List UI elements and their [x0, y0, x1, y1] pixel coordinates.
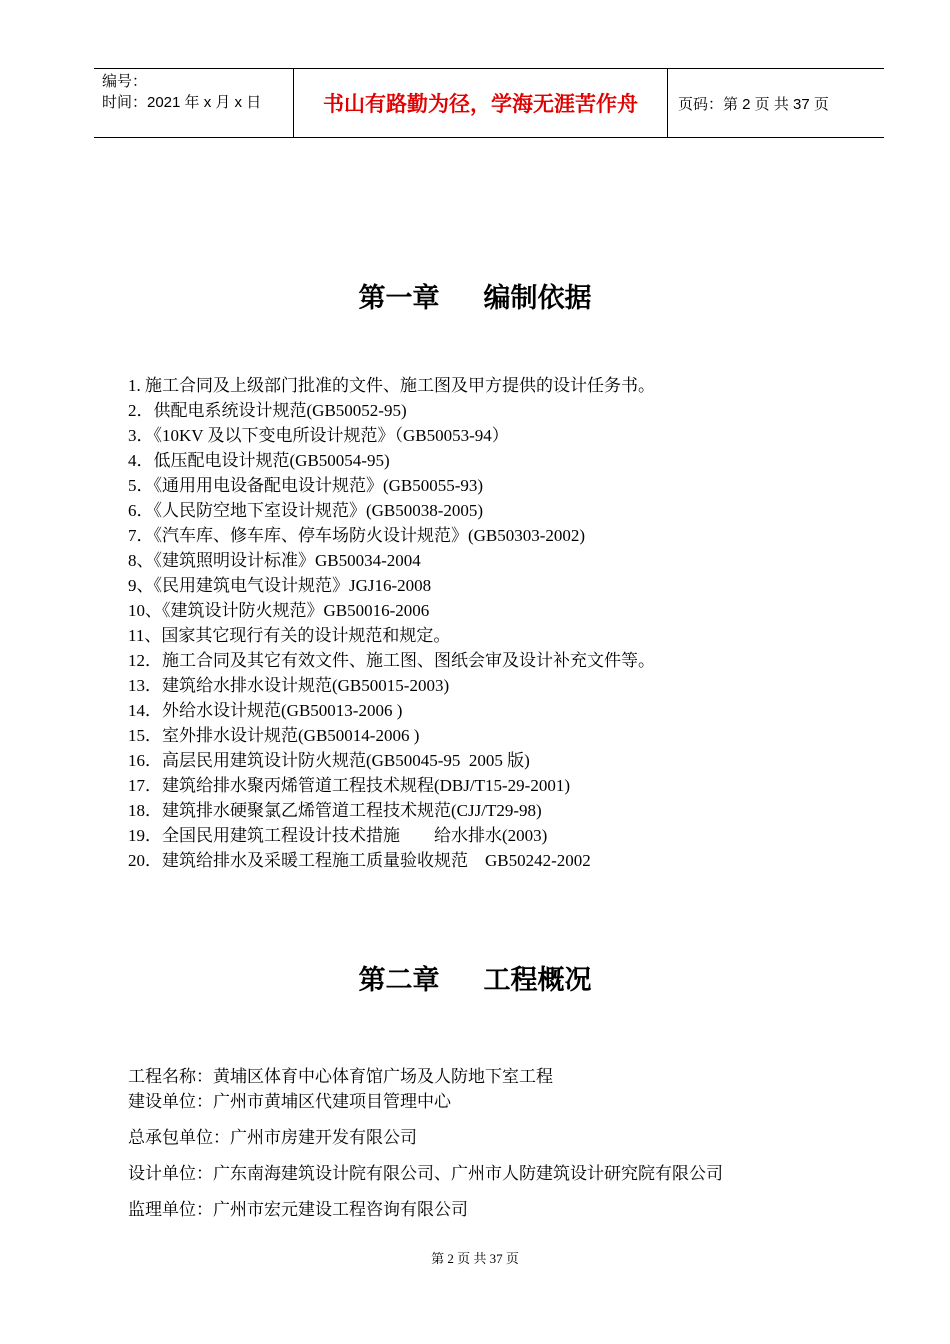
list-item: 4．低压配电设计规范(GB50054-95) [128, 451, 390, 470]
list-item: 7．《汽车库、修车库、停车场防火设计规范》(GB50303-2002) [128, 526, 586, 545]
project-builder: 建设单位：广州市黄埔区代建项目管理中心 [128, 1092, 451, 1111]
list-item: 15．室外排水设计规范(GB50014-2006 ) [128, 726, 420, 745]
chapter-1-title: 编制依据 [483, 283, 592, 314]
project-designer: 设计单位：广东南海建筑设计院有限公司、广州市人防建筑设计研究院有限公司 [128, 1164, 723, 1183]
list-item: 1. 施工合同及上级部门批准的文件、施工图及甲方提供的设计任务书。 [128, 376, 655, 395]
project-name: 工程名称：黄埔区体育中心体育馆广场及人防地下室工程 [128, 1067, 553, 1086]
header-page-info: 页码：第 2 页 共 37 页 [678, 95, 829, 113]
header-motto: 书山有路勤为径，学海无涯苦作舟 [294, 69, 668, 137]
chapter-2-number: 第二章 [358, 965, 440, 996]
list-item: 11、国家其它现行有关的设计规范和规定。 [128, 626, 451, 645]
reference-list [128, 373, 655, 873]
list-item: 3．《10KV 及以下变电所设计规范》（GB50053-94） [128, 426, 509, 445]
list-item: 2．供配电系统设计规范(GB50052-95) [128, 401, 407, 420]
page-header [94, 68, 884, 138]
document-number-label: 编号： [102, 73, 148, 90]
page-footer: 第 2 页 共 37 页 [431, 1251, 519, 1266]
chapter-2-heading [0, 958, 950, 997]
project-supervisor: 监理单位：广州市宏元建设工程咨询有限公司 [128, 1200, 468, 1219]
chapter-1-number: 第一章 [358, 283, 440, 314]
chapter-1-heading [0, 276, 950, 315]
list-item: 10、《建筑设计防火规范》GB50016-2006 [128, 601, 430, 620]
list-item: 19．全国民用建筑工程设计技术措施 给水排水(2003) [128, 826, 548, 845]
list-item: 18．建筑排水硬聚氯乙烯管道工程技术规范(CJJ/T29-98) [128, 801, 542, 820]
list-item: 9、《民用建筑电气设计规范》JGJ16-2008 [128, 576, 432, 595]
list-item: 14．外给水设计规范(GB50013-2006 ) [128, 701, 403, 720]
document-time: 时间：2021 年 x 月 x 日 [102, 94, 262, 111]
project-contractor: 总承包单位：广州市房建开发有限公司 [128, 1128, 417, 1147]
chapter-2-title: 工程概况 [483, 965, 592, 996]
list-item: 13．建筑给水排水设计规范(GB50015-2003) [128, 676, 450, 695]
list-item: 20．建筑给排水及采暖工程施工质量验收规范 GB50242-2002 [128, 851, 591, 870]
list-item: 8、《建筑照明设计标准》GB50034-2004 [128, 551, 421, 570]
list-item: 17．建筑给排水聚丙烯管道工程技术规程(DBJ/T15-29-2001) [128, 776, 570, 795]
header-meta [94, 69, 294, 137]
list-item: 6．《人民防空地下室设计规范》(GB50038-2005) [128, 501, 484, 520]
list-item: 16．高层民用建筑设计防火规范(GB50045-95 2005 版) [128, 751, 530, 770]
list-item: 12．施工合同及其它有效文件、施工图、图纸会审及设计补充文件等。 [128, 651, 655, 670]
list-item: 5．《通用用电设备配电设计规范》(GB50055-93) [128, 476, 484, 495]
